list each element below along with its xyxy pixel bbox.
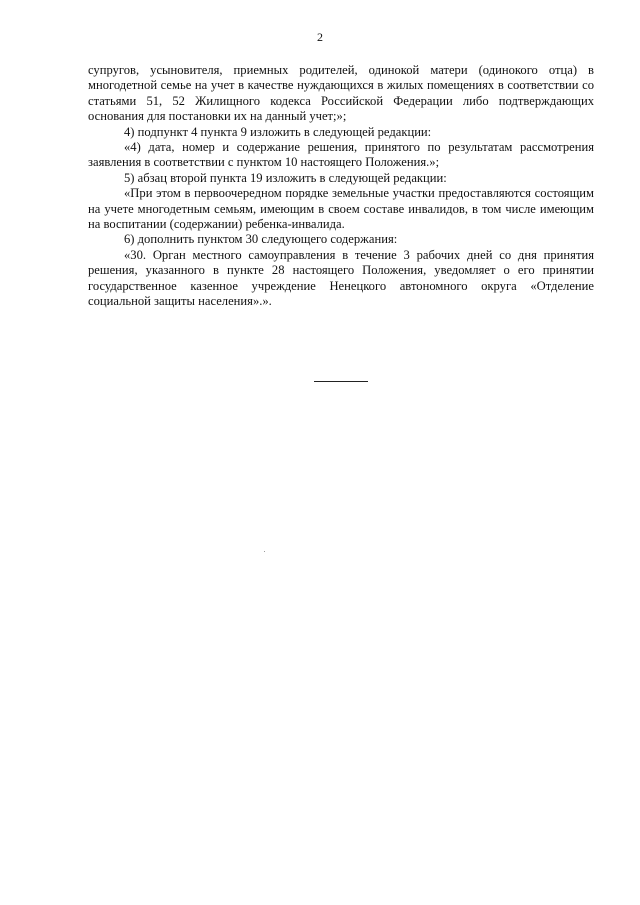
scan-speck xyxy=(264,551,265,552)
end-of-text-rule xyxy=(314,381,368,382)
paragraph-amendment-4-heading: 4) подпункт 4 пункта 9 изложить в следующей редакции: xyxy=(124,124,432,139)
document-body xyxy=(88,63,594,310)
paragraph-amendment-6-text: «30. Орган местного самоуправления в течение 3 рабочих дней со дня принятия решения, указанного в пункте 28 настоящего Положения, уведомляет о его принятии государственное казенное учреждение Ненецкого автономного округа «Отделение социальной защиты населения».». xyxy=(88,247,594,309)
paragraph-amendment-5-text: «При этом в первоочередном порядке земельные участки предоставляются состоящим на учете многодетным семьям, имеющим в своем составе инвалидов, в том числе имеющим на воспитании (содержании) ребенка-инвалида. xyxy=(88,186,594,232)
paragraph-amendment-6-heading: 6) дополнить пунктом 30 следующего содержания: xyxy=(124,232,398,247)
paragraph-continuation: супругов, усыновителя, приемных родителей, одинокой матери (одинокого отца) в многодетной семье на учет в качестве нуждающихся в жилых помещениях в соответствии со статьями 51, 52 Жилищного кодекса Российской Федерации либо подтверждающих основания для постановки их на данный учет;»; xyxy=(88,63,594,124)
paragraph-amendment-5-heading: 5) абзац второй пункта 19 изложить в следующей редакции: xyxy=(124,170,447,185)
page-number: 2 xyxy=(317,30,323,44)
paragraph-amendment-4-text: «4) дата, номер и содержание решения, принятого по результатам рассмотрения заявления в соответствии с пунктом 10 настоящего Положения.»; xyxy=(88,140,594,170)
